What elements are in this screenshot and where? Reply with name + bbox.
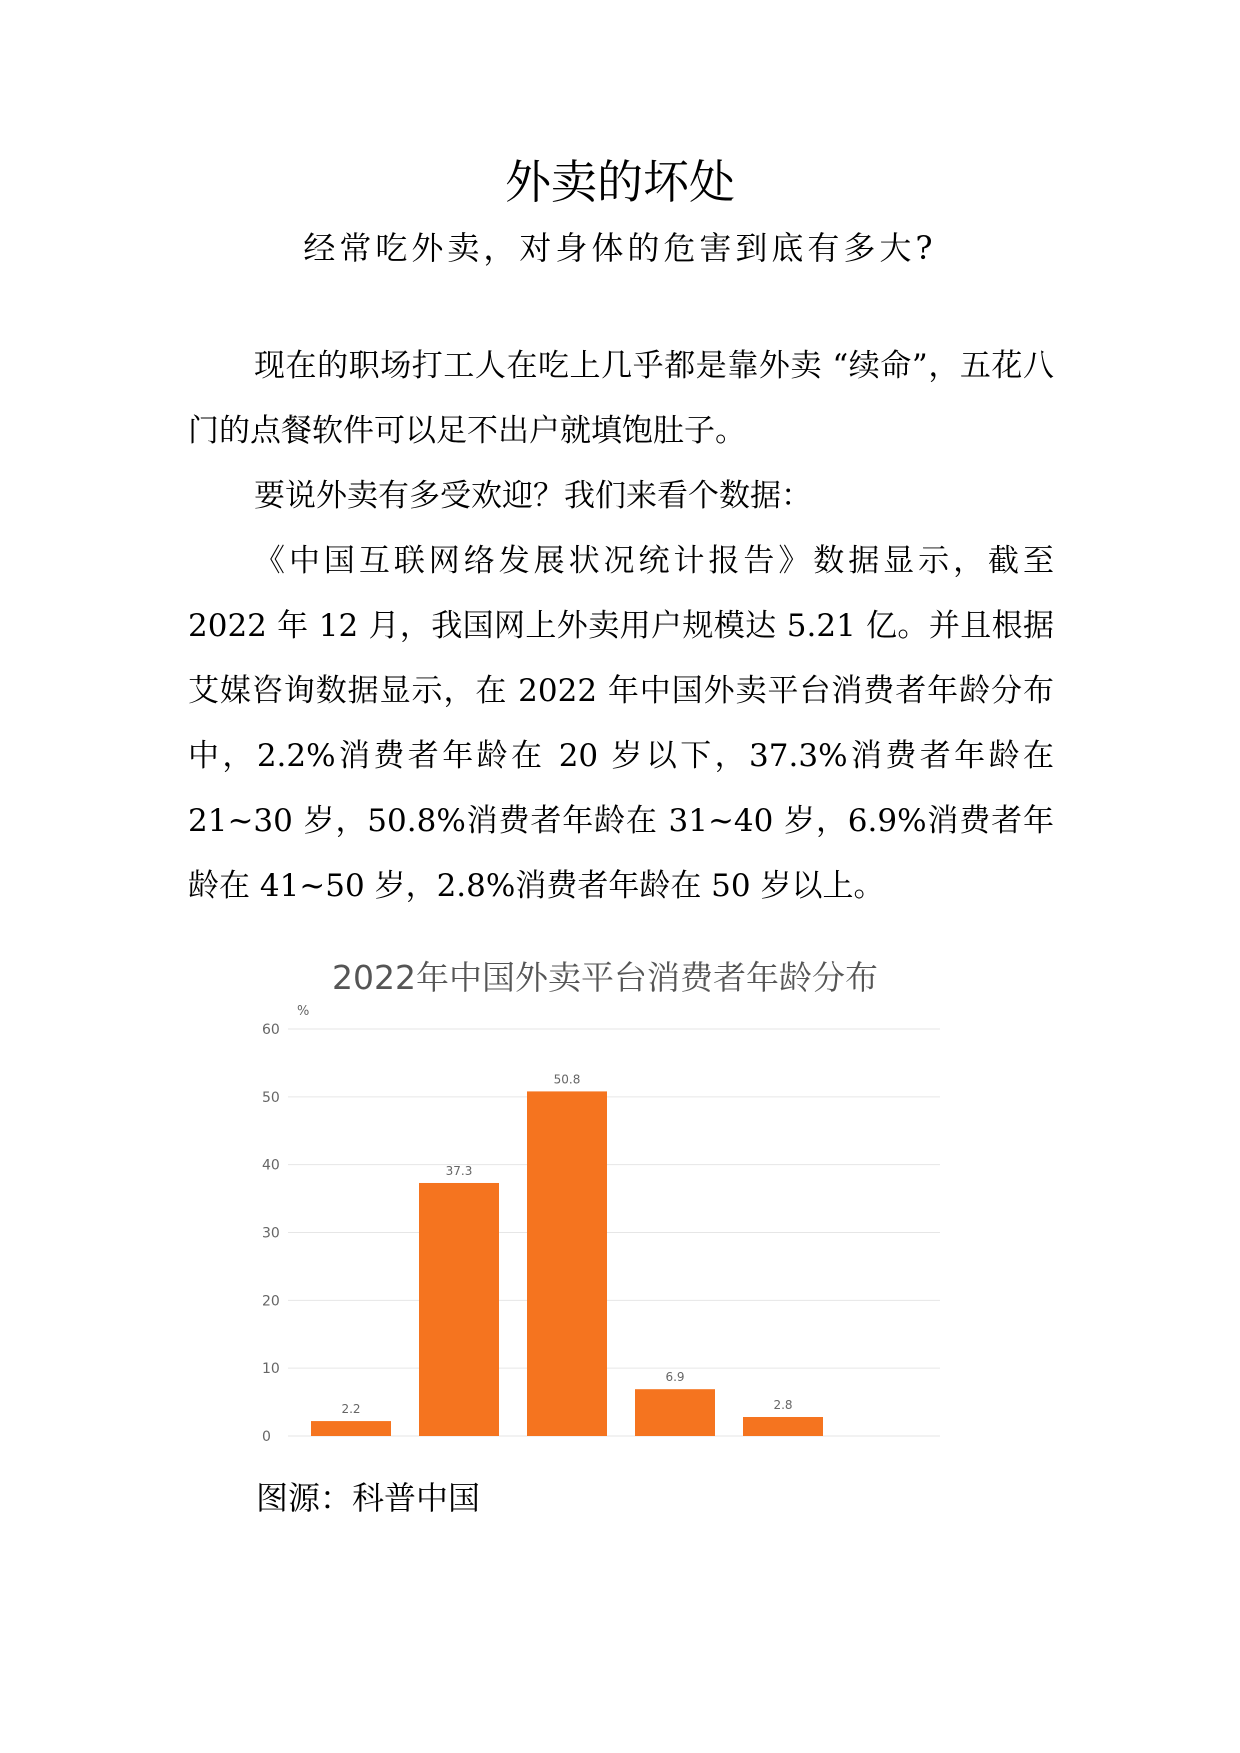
bar	[311, 1421, 391, 1436]
bar-value-label: 37.3	[445, 1163, 473, 1178]
age-distribution-chart	[255, 942, 955, 1482]
y-tick-label: 20	[262, 1293, 280, 1310]
y-axis-unit-label: %	[297, 1004, 310, 1019]
y-tick-label: 0	[262, 1429, 271, 1445]
bar-value-label: 6.9	[665, 1370, 685, 1385]
y-tick-label: 60	[262, 1022, 280, 1038]
gridlines	[288, 1029, 940, 1436]
page-title: 外卖的坏处	[505, 155, 735, 209]
bars	[311, 1091, 823, 1436]
y-tick-label: 30	[262, 1225, 280, 1242]
y-axis	[262, 1022, 280, 1445]
y-tick-label: 40	[262, 1157, 280, 1174]
bar	[743, 1417, 823, 1436]
page-subtitle: 经常吃外卖，对身体的危害到底有多大?	[303, 229, 937, 267]
chart-title: 2022年中国外卖平台消费者年龄分布	[332, 958, 878, 997]
paragraph: 现在的职场打工人在吃上几乎都是靠外卖 “续命”，五花八门的点餐软件可以足不出户就填饱肚子。	[188, 348, 1054, 449]
bar-value-label: 2.2	[341, 1402, 361, 1417]
bar	[419, 1183, 499, 1436]
bar-value-label: 50.8	[553, 1072, 581, 1087]
bar	[635, 1389, 715, 1436]
chart-svg	[255, 942, 955, 1482]
article-body	[188, 334, 1054, 919]
paragraph: 要说外卖有多受欢迎？我们来看个数据：	[254, 478, 812, 514]
paragraph: 《中国互联网络发展状况统计报告》数据显示，截至 2022 年 12 月，我国网上外卖用户规模达 5.21 亿。并且根据艾媒咨询数据显示，在 2022 年中国外卖平台消费者年龄分布中，2.2%消费者年龄在 20 岁以下，37.3%消费者年龄在 21~30 岁，50.8%消费者年龄在 31~40 岁，6.9%消费者年龄在 41~50 岁，2.8%消费者年龄在 50 岁以上。	[188, 543, 1054, 904]
bar-value-label: 2.8	[773, 1398, 793, 1413]
bar	[527, 1091, 607, 1436]
y-tick-label: 50	[262, 1089, 280, 1106]
y-tick-label: 10	[262, 1361, 280, 1378]
image-caption: 图源：科普中国	[256, 1479, 481, 1517]
